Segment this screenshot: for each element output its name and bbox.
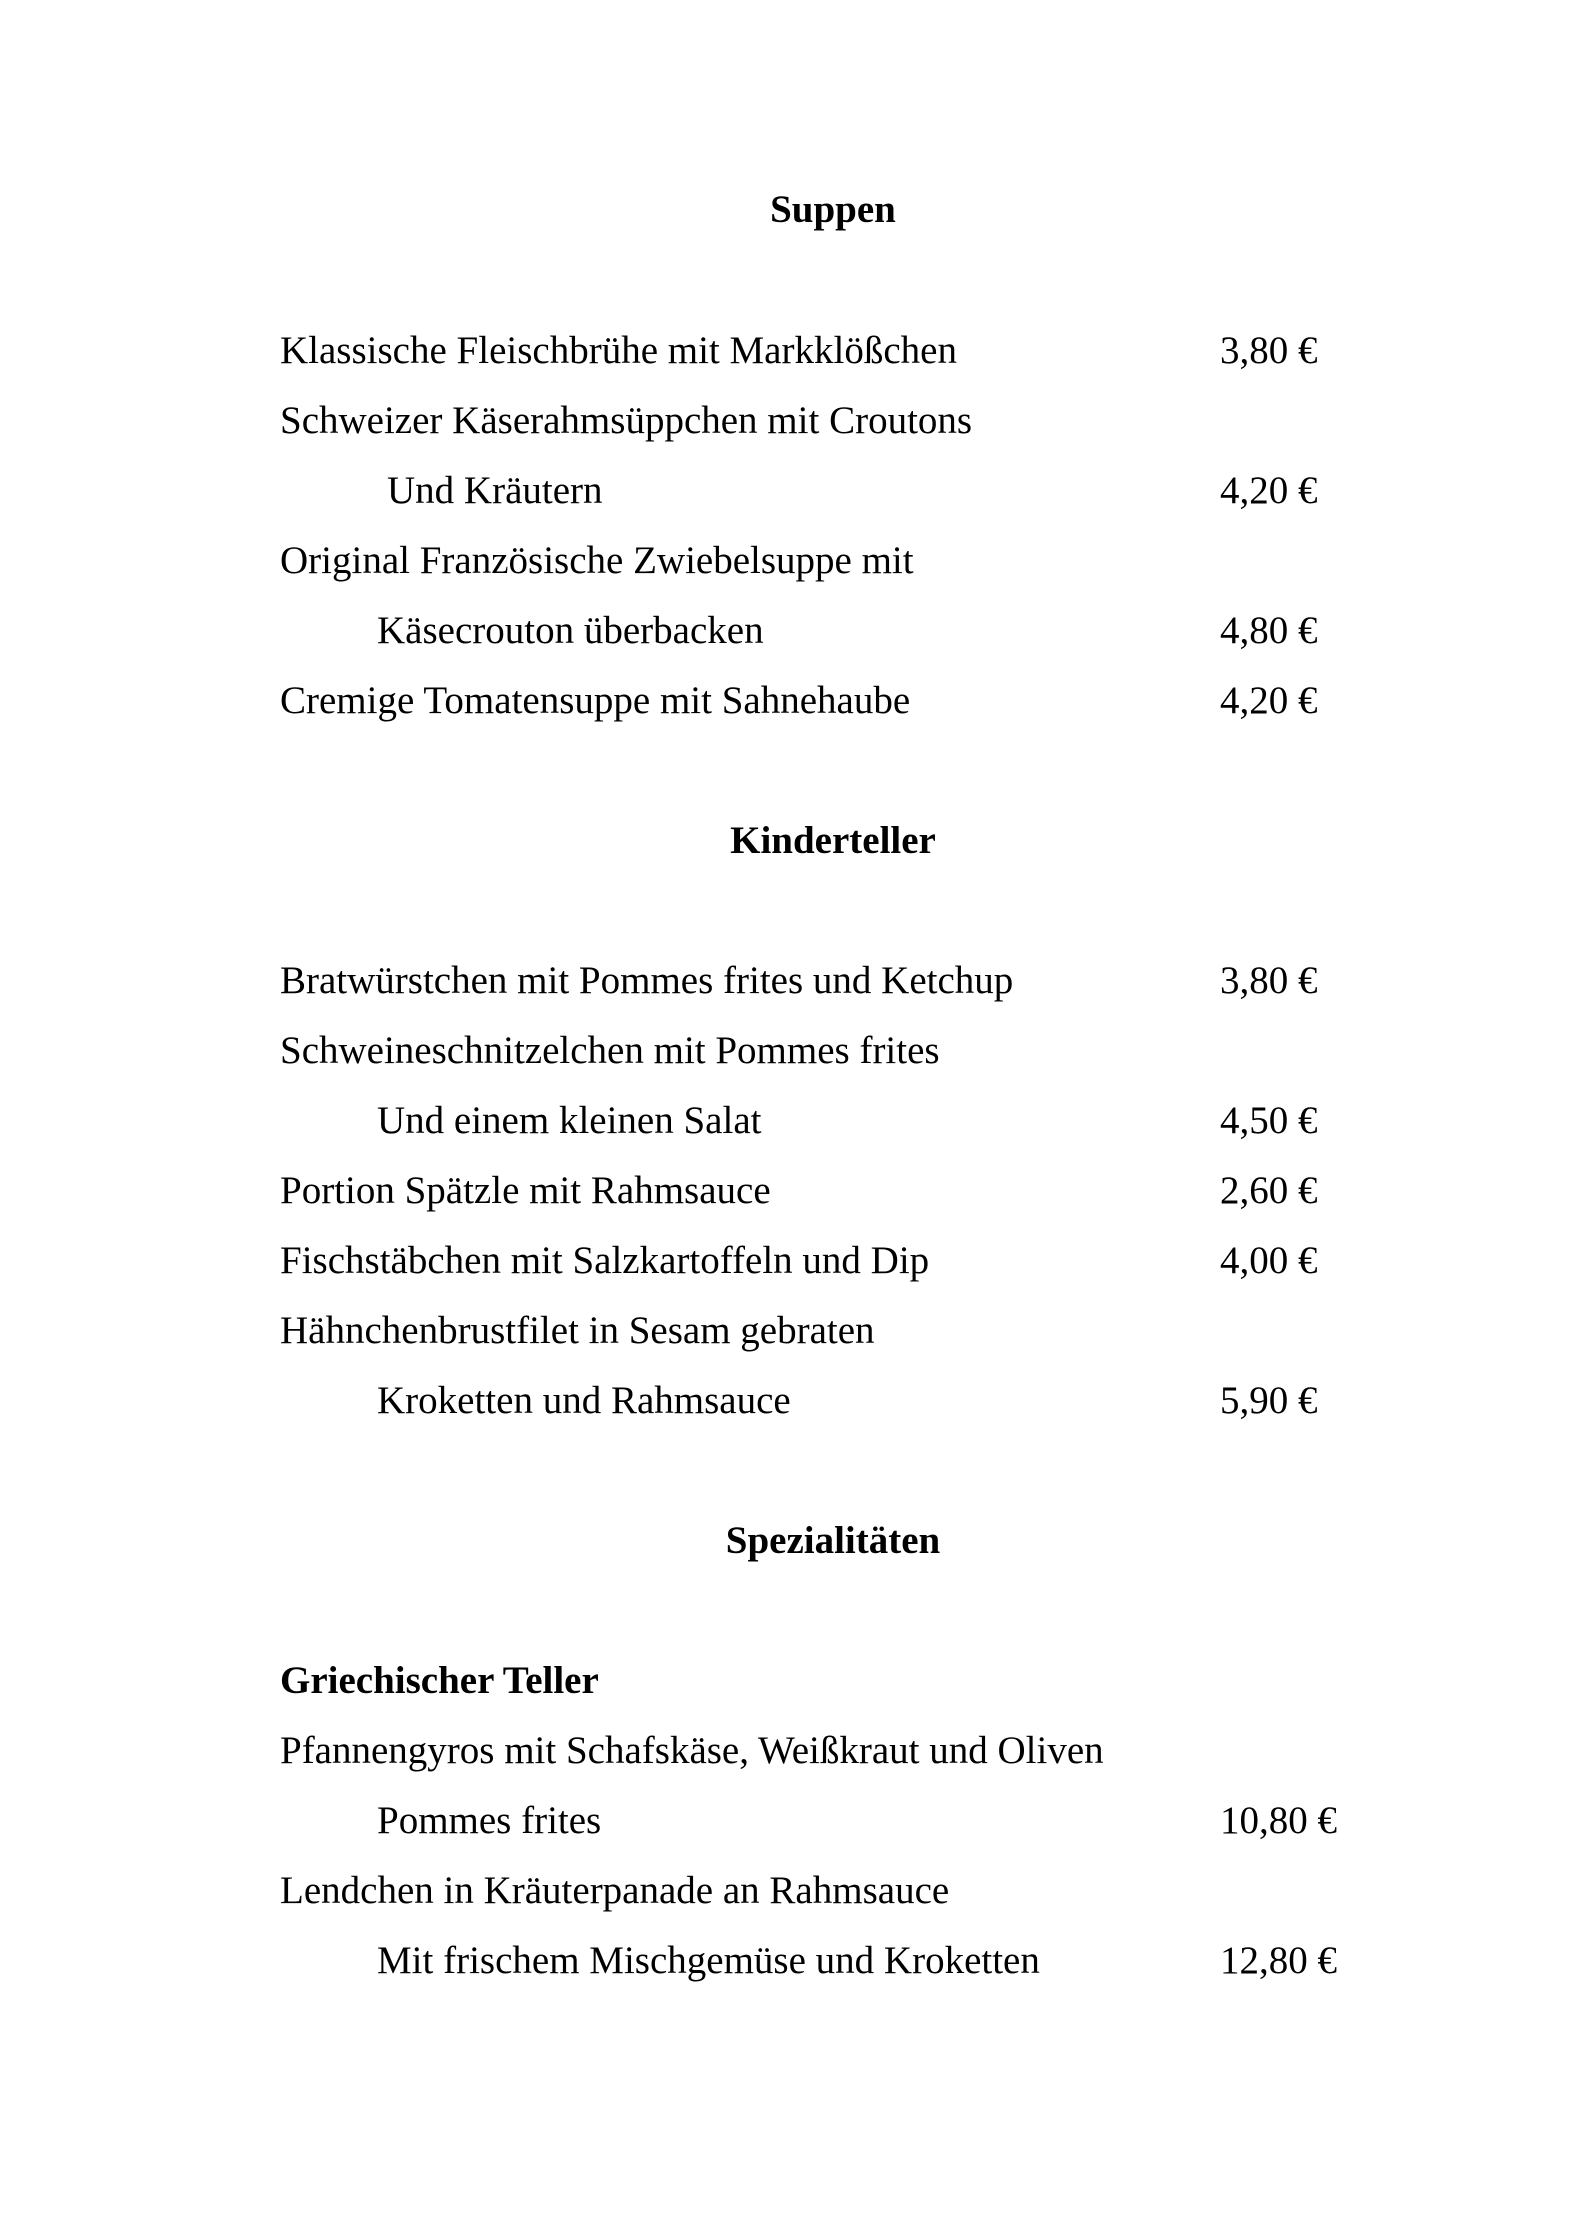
menu-item-price: 2,60 € [1220,1169,1318,1212]
menu-item-name: Hähnchenbrustfilet in Sesam gebraten [280,1309,875,1352]
section-title-suppen: Suppen [770,188,896,231]
menu-item-name: Bratwürstchen mit Pommes frites und Ketchup [280,959,1014,1002]
menu-item-name: Portion Spätzle mit Rahmsauce [280,1169,771,1212]
menu-item-name: Schweineschnitzelchen mit Pommes frites [280,1029,940,1072]
menu-item-price: 4,20 € [1220,679,1318,722]
menu-item-detail: Und Kräutern [387,469,603,512]
section-title-kinderteller: Kinderteller [730,819,936,862]
menu-item-name: Original Französische Zwiebelsuppe mit [280,539,914,582]
section-title-spezialitaeten: Spezialitäten [725,1519,941,1562]
menu-item-price: 4,20 € [1220,469,1318,512]
menu-item-name: Cremige Tomatensuppe mit Sahnehaube [280,679,911,722]
menu-item-price: 4,50 € [1220,1099,1318,1142]
menu-item-detail: Pommes frites [377,1799,602,1842]
menu-item-price: 3,80 € [1220,329,1318,372]
menu-item-price: 10,80 € [1220,1799,1337,1842]
menu-item-price: 12,80 € [1220,1939,1337,1982]
menu-item-price: 4,80 € [1220,609,1318,652]
menu-item-detail: Mit frischem Mischgemüse und Kroketten [377,1939,1040,1982]
menu-item-name: Pfannengyros mit Schafskäse, Weißkraut und Oliven [280,1729,1104,1772]
menu-item-detail: Und einem kleinen Salat [377,1099,762,1142]
menu-item-name: Lendchen in Kräuterpanade an Rahmsauce [280,1869,950,1912]
menu-item-price: 4,00 € [1220,1239,1318,1282]
menu-item-detail: Käsecrouton überbacken [377,609,764,652]
menu-item-price: 5,90 € [1220,1379,1318,1422]
menu-item-name: Klassische Fleischbrühe mit Markklößchen [280,329,957,372]
menu-item-name: Schweizer Käserahmsüppchen mit Croutons [280,399,973,442]
subsection-title: Griechischer Teller [280,1659,599,1702]
menu-item-detail: Kroketten und Rahmsauce [377,1379,791,1422]
menu-item-name: Fischstäbchen mit Salzkartoffeln und Dip [280,1239,930,1282]
menu-item-price: 3,80 € [1220,959,1318,1002]
